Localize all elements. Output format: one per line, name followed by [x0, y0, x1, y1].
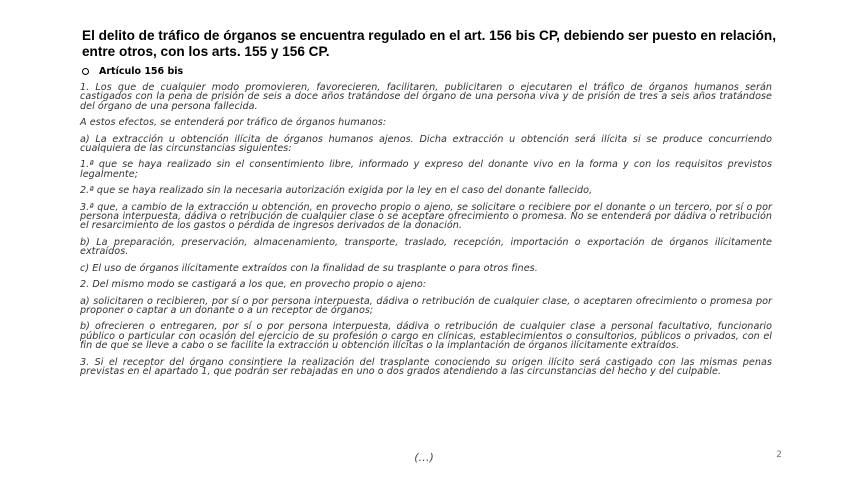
- paragraph: b) La preparación, preservación, almacenamiento, transporte, traslado, recepción, importación o exportación de órganos ilícitamente extraídos.: [80, 236, 772, 258]
- paragraph: 2. Del mismo modo se castigará a los que, en provecho propio o ajeno:: [80, 279, 427, 291]
- slide-title: El delito de tráfico de órganos se encuentra regulado en el art. 156 bis CP, debiendo ser puesto en relación, entre otros, con los arts. 155 y 156 CP.: [82, 28, 776, 59]
- paragraph: a) solicitaren o recibieren, por sí o por persona interpuesta, dádiva o retribución de cualquier clase, o aceptaren ofrecimiento o promesa por proponer o captar a un donante o a un receptor de órganos;: [80, 295, 772, 316]
- paragraph: 3. Si el receptor del órgano consintiere la realización del trasplante conociendo su origen ilícito será castigado con las mismas penas previstas en el apartado 1, que podrán ser rebajadas en uno o dos grados atendiendo a las circunstancias del hecho y del culpable.: [80, 356, 772, 377]
- paragraph: A estos efectos, se entenderá por tráfico de órganos humanos:: [80, 117, 387, 129]
- article-text: [80, 83, 772, 383]
- circle-bullet-icon: [82, 68, 89, 75]
- paragraph: b) ofrecieren o entregaren, por sí o por persona interpuesta, dádiva o retribución de cualquier clase a personal facultativo, funcionario público o particular con ocasión del ejercicio de su profesión o cargo en clínicas, establecimientos o consultorios, públicos o privados, con el fin de que se lleve a cabo o se facilite la extracción u obtención ilícitas o la implantación de órganos ilícitamente extraídos.: [80, 321, 772, 352]
- paragraph: 1. Los que de cualquier modo promovieren, favorecieren, facilitaren, publicitaren o ejecutaren el tráfico de órganos humanos serán castigados con la pena de prisión de seis a doce años tratándose del órgano de una persona viva y de prisión de tres a seis años tratándose del órgano de una persona fallecida.: [80, 82, 772, 112]
- paragraph: c) El uso de órganos ilícitamente extraídos con la finalidad de su trasplante o para otros fines.: [80, 262, 538, 274]
- bullet-label: Artículo 156 bis: [99, 66, 184, 77]
- page-number: 2: [776, 450, 782, 460]
- paragraph: 1.ª que se haya realizado sin el consentimiento libre, informado y expreso del donante vivo en la forma y con los requisitos previstos legalmente;: [80, 159, 772, 180]
- ellipsis-text: (…): [414, 451, 434, 464]
- bullet-item: [82, 66, 183, 77]
- paragraph: 3.ª que, a cambio de la extracción u obtención, en provecho propio o ajeno, se solicitare o recibiere por el donante o un tercero, por sí o por persona interpuesta, dádiva o retribución de cualquier clase o se aceptare ofrecimiento o promesa. No se entenderá por dádiva o retribución el resarcimiento de los gastos o pérdida de ingresos derivados de la donación.: [80, 201, 772, 232]
- paragraph: 2.ª que se haya realizado sin la necesaria autorización exigida por la ley en el caso del donante fallecido,: [80, 185, 593, 197]
- paragraph: a) La extracción u obtención ilícita de órganos humanos ajenos. Dicha extracción u obtención será ilícita si se produce concurriendo cualquiera de las circunstancias siguientes:: [80, 133, 772, 155]
